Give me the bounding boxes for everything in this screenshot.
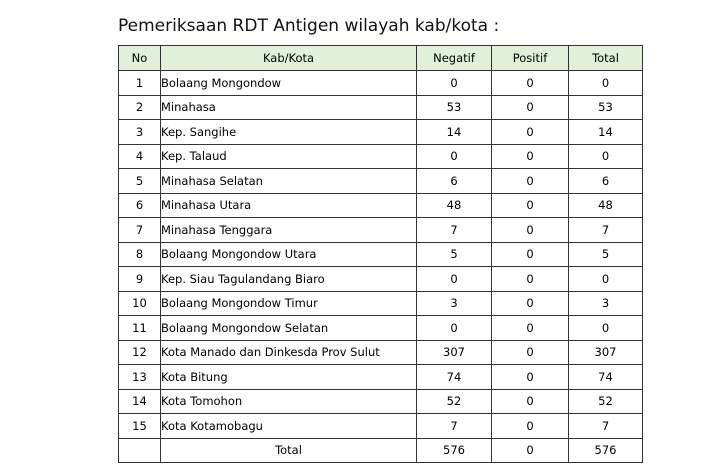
cell-kab-kota: Minahasa Utara bbox=[161, 193, 417, 218]
cell-negatif: 7 bbox=[417, 414, 492, 439]
cell-no: 15 bbox=[119, 414, 161, 439]
cell-no: 9 bbox=[119, 267, 161, 292]
cell-total: 0 bbox=[569, 267, 643, 292]
cell-no: 10 bbox=[119, 291, 161, 316]
cell-negatif: 48 bbox=[417, 193, 492, 218]
cell-negatif: 74 bbox=[417, 365, 492, 390]
table-row bbox=[119, 193, 643, 218]
table-row bbox=[119, 414, 643, 439]
cell-positif: 0 bbox=[492, 95, 569, 120]
cell-total: 14 bbox=[569, 120, 643, 145]
cell-kab-kota: Kota Bitung bbox=[161, 365, 417, 390]
cell-no: 11 bbox=[119, 316, 161, 341]
cell-total: 307 bbox=[569, 340, 643, 365]
cell-positif: 0 bbox=[492, 242, 569, 267]
table-row bbox=[119, 169, 643, 194]
cell-negatif: 0 bbox=[417, 316, 492, 341]
cell-negatif: 7 bbox=[417, 218, 492, 243]
header-no: No bbox=[119, 46, 161, 71]
cell-kab-kota: Bolaang Mongondow Timur bbox=[161, 291, 417, 316]
cell-positif: 0 bbox=[492, 120, 569, 145]
cell-no: 7 bbox=[119, 218, 161, 243]
cell-kab-kota: Kota Kotamobagu bbox=[161, 414, 417, 439]
cell-negatif: 0 bbox=[417, 71, 492, 96]
cell-no: 3 bbox=[119, 120, 161, 145]
cell-positif: 0 bbox=[492, 316, 569, 341]
total-label: Total bbox=[161, 438, 417, 463]
cell-total: 52 bbox=[569, 389, 643, 414]
cell-no: 2 bbox=[119, 95, 161, 120]
cell-kab-kota: Minahasa Selatan bbox=[161, 169, 417, 194]
header-positif: Positif bbox=[492, 46, 569, 71]
cell-kab-kota: Kota Tomohon bbox=[161, 389, 417, 414]
cell-total: 48 bbox=[569, 193, 643, 218]
cell-no: 6 bbox=[119, 193, 161, 218]
total-total: 576 bbox=[569, 438, 643, 463]
cell-total: 7 bbox=[569, 218, 643, 243]
table-row bbox=[119, 316, 643, 341]
cell-kab-kota: Kota Manado dan Dinkesda Prov Sulut bbox=[161, 340, 417, 365]
cell-positif: 0 bbox=[492, 218, 569, 243]
table-row bbox=[119, 144, 643, 169]
cell-total: 53 bbox=[569, 95, 643, 120]
cell-negatif: 0 bbox=[417, 267, 492, 292]
header-kab-kota: Kab/Kota bbox=[161, 46, 417, 71]
header-negatif: Negatif bbox=[417, 46, 492, 71]
header-total: Total bbox=[569, 46, 643, 71]
cell-negatif: 5 bbox=[417, 242, 492, 267]
cell-total: 6 bbox=[569, 169, 643, 194]
cell-no: 5 bbox=[119, 169, 161, 194]
cell-positif: 0 bbox=[492, 365, 569, 390]
table-row bbox=[119, 365, 643, 390]
table-row bbox=[119, 291, 643, 316]
cell-kab-kota: Kep. Sangihe bbox=[161, 120, 417, 145]
cell-no: 12 bbox=[119, 340, 161, 365]
cell-positif: 0 bbox=[492, 169, 569, 194]
cell-negatif: 53 bbox=[417, 95, 492, 120]
cell-total: 0 bbox=[569, 71, 643, 96]
cell-positif: 0 bbox=[492, 193, 569, 218]
cell-no: 8 bbox=[119, 242, 161, 267]
cell-kab-kota: Minahasa bbox=[161, 95, 417, 120]
cell-negatif: 0 bbox=[417, 144, 492, 169]
cell-kab-kota: Bolaang Mongondow Selatan bbox=[161, 316, 417, 341]
cell-positif: 0 bbox=[492, 340, 569, 365]
rdt-table bbox=[118, 45, 643, 463]
table-row bbox=[119, 242, 643, 267]
table-row bbox=[119, 120, 643, 145]
cell-positif: 0 bbox=[492, 71, 569, 96]
table-row bbox=[119, 340, 643, 365]
cell-kab-kota: Kep. Siau Tagulandang Biaro bbox=[161, 267, 417, 292]
cell-kab-kota: Kep. Talaud bbox=[161, 144, 417, 169]
cell-total: 74 bbox=[569, 365, 643, 390]
total-negatif: 576 bbox=[417, 438, 492, 463]
cell-total: 0 bbox=[569, 316, 643, 341]
cell-total: 3 bbox=[569, 291, 643, 316]
cell-kab-kota: Bolaang Mongondow bbox=[161, 71, 417, 96]
cell-no: 13 bbox=[119, 365, 161, 390]
total-positif: 0 bbox=[492, 438, 569, 463]
cell-positif: 0 bbox=[492, 144, 569, 169]
table-row bbox=[119, 71, 643, 96]
cell-positif: 0 bbox=[492, 414, 569, 439]
cell-negatif: 52 bbox=[417, 389, 492, 414]
cell-kab-kota: Bolaang Mongondow Utara bbox=[161, 242, 417, 267]
cell-negatif: 14 bbox=[417, 120, 492, 145]
total-row bbox=[119, 438, 643, 463]
total-blank-cell bbox=[119, 438, 161, 463]
cell-positif: 0 bbox=[492, 267, 569, 292]
page-title: Pemeriksaan RDT Antigen wilayah kab/kota : bbox=[118, 16, 500, 36]
table-row bbox=[119, 267, 643, 292]
cell-negatif: 3 bbox=[417, 291, 492, 316]
cell-kab-kota: Minahasa Tenggara bbox=[161, 218, 417, 243]
cell-total: 5 bbox=[569, 242, 643, 267]
cell-no: 4 bbox=[119, 144, 161, 169]
cell-negatif: 6 bbox=[417, 169, 492, 194]
cell-positif: 0 bbox=[492, 291, 569, 316]
table-row bbox=[119, 389, 643, 414]
cell-positif: 0 bbox=[492, 389, 569, 414]
cell-total: 7 bbox=[569, 414, 643, 439]
cell-no: 1 bbox=[119, 71, 161, 96]
table-header-row bbox=[119, 46, 643, 71]
cell-negatif: 307 bbox=[417, 340, 492, 365]
table-row bbox=[119, 95, 643, 120]
table-row bbox=[119, 218, 643, 243]
cell-no: 14 bbox=[119, 389, 161, 414]
cell-total: 0 bbox=[569, 144, 643, 169]
